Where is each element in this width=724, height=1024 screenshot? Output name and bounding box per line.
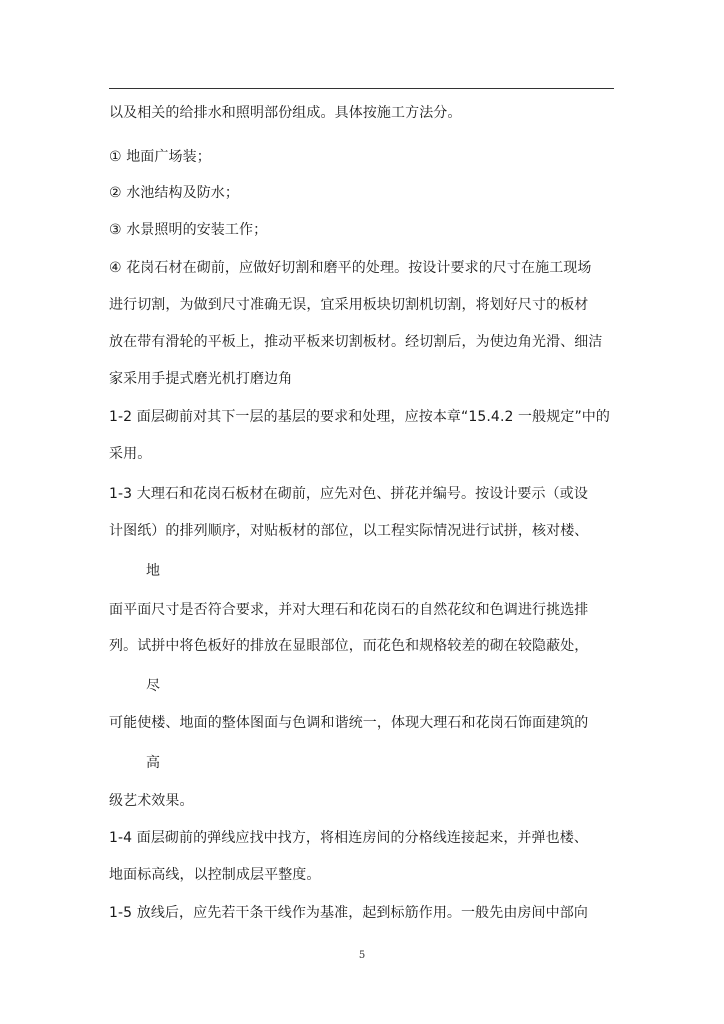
page-number: 5 <box>358 950 366 961</box>
text-line: 地面标高线，以控制成层平整度。 <box>109 867 321 883</box>
text-line: 可能使楼、地面的整体图面与色调和谐统一，体现大理石和花岗石饰面建筑的 <box>109 715 589 731</box>
text-line: 地 <box>146 563 161 579</box>
text-line: 以及相关的给排水和照明部份组成。具体按施工方法分。 <box>109 105 462 121</box>
header-rule <box>109 88 614 89</box>
text-line: 家采用手提式磨光机打磨边角 <box>109 371 293 387</box>
text-line: 高 <box>146 755 161 771</box>
text-line: 1-4 面层砌前的弹线应找中找方，将相连房间的分格线连接起来，并弹也楼、 <box>109 830 588 846</box>
text-line: 1-5 放线后，应先若干条干线作为基准，起到标筋作用。一般先由房间中部向 <box>109 905 588 921</box>
text-line: 面平面尺寸是否符合要求，并对大理石和花岗石的自然花纹和色调进行挑选排 <box>109 602 589 618</box>
text-line: 1-3 大理石和花岗石板材在砌前，应先对色、拼花并编号。按设计要示（或设 <box>109 486 588 502</box>
text-line: 放在带有滑轮的平板上，推动平板来切割板材。经切割后，为使边角光滑、细洁 <box>109 334 603 350</box>
text-line: 级艺术效果。 <box>109 793 194 809</box>
list-item: ② 水池结构及防水； <box>109 185 240 201</box>
list-item: ① 地面广场装； <box>109 149 211 165</box>
text-line: 计图纸）的排列顺序，对贴板材的部位，以工程实际情况进行试拼，核对楼、 <box>109 523 589 539</box>
text-line: 列。试拼中将色板好的排放在显眼部位，而花色和规格较差的砌在较隐蔽处， <box>109 638 589 654</box>
text-line: 采用。 <box>109 446 152 462</box>
list-item: ④ 花岗石材在砌前，应做好切割和磨平的处理。按设计要求的尺寸在施工现场 <box>109 260 592 276</box>
text-line: 1-2 面层砌前对其下一层的基层的要求和处理，应按本章“15.4.2 一般规定”中的 <box>109 409 610 425</box>
text-line: 进行切割，为做到尺寸准确无误，宜采用板块切割机切割，将划好尺寸的板材 <box>109 297 589 313</box>
list-item: ③ 水景照明的安装工作； <box>109 222 268 238</box>
text-line: 尽 <box>146 678 161 694</box>
